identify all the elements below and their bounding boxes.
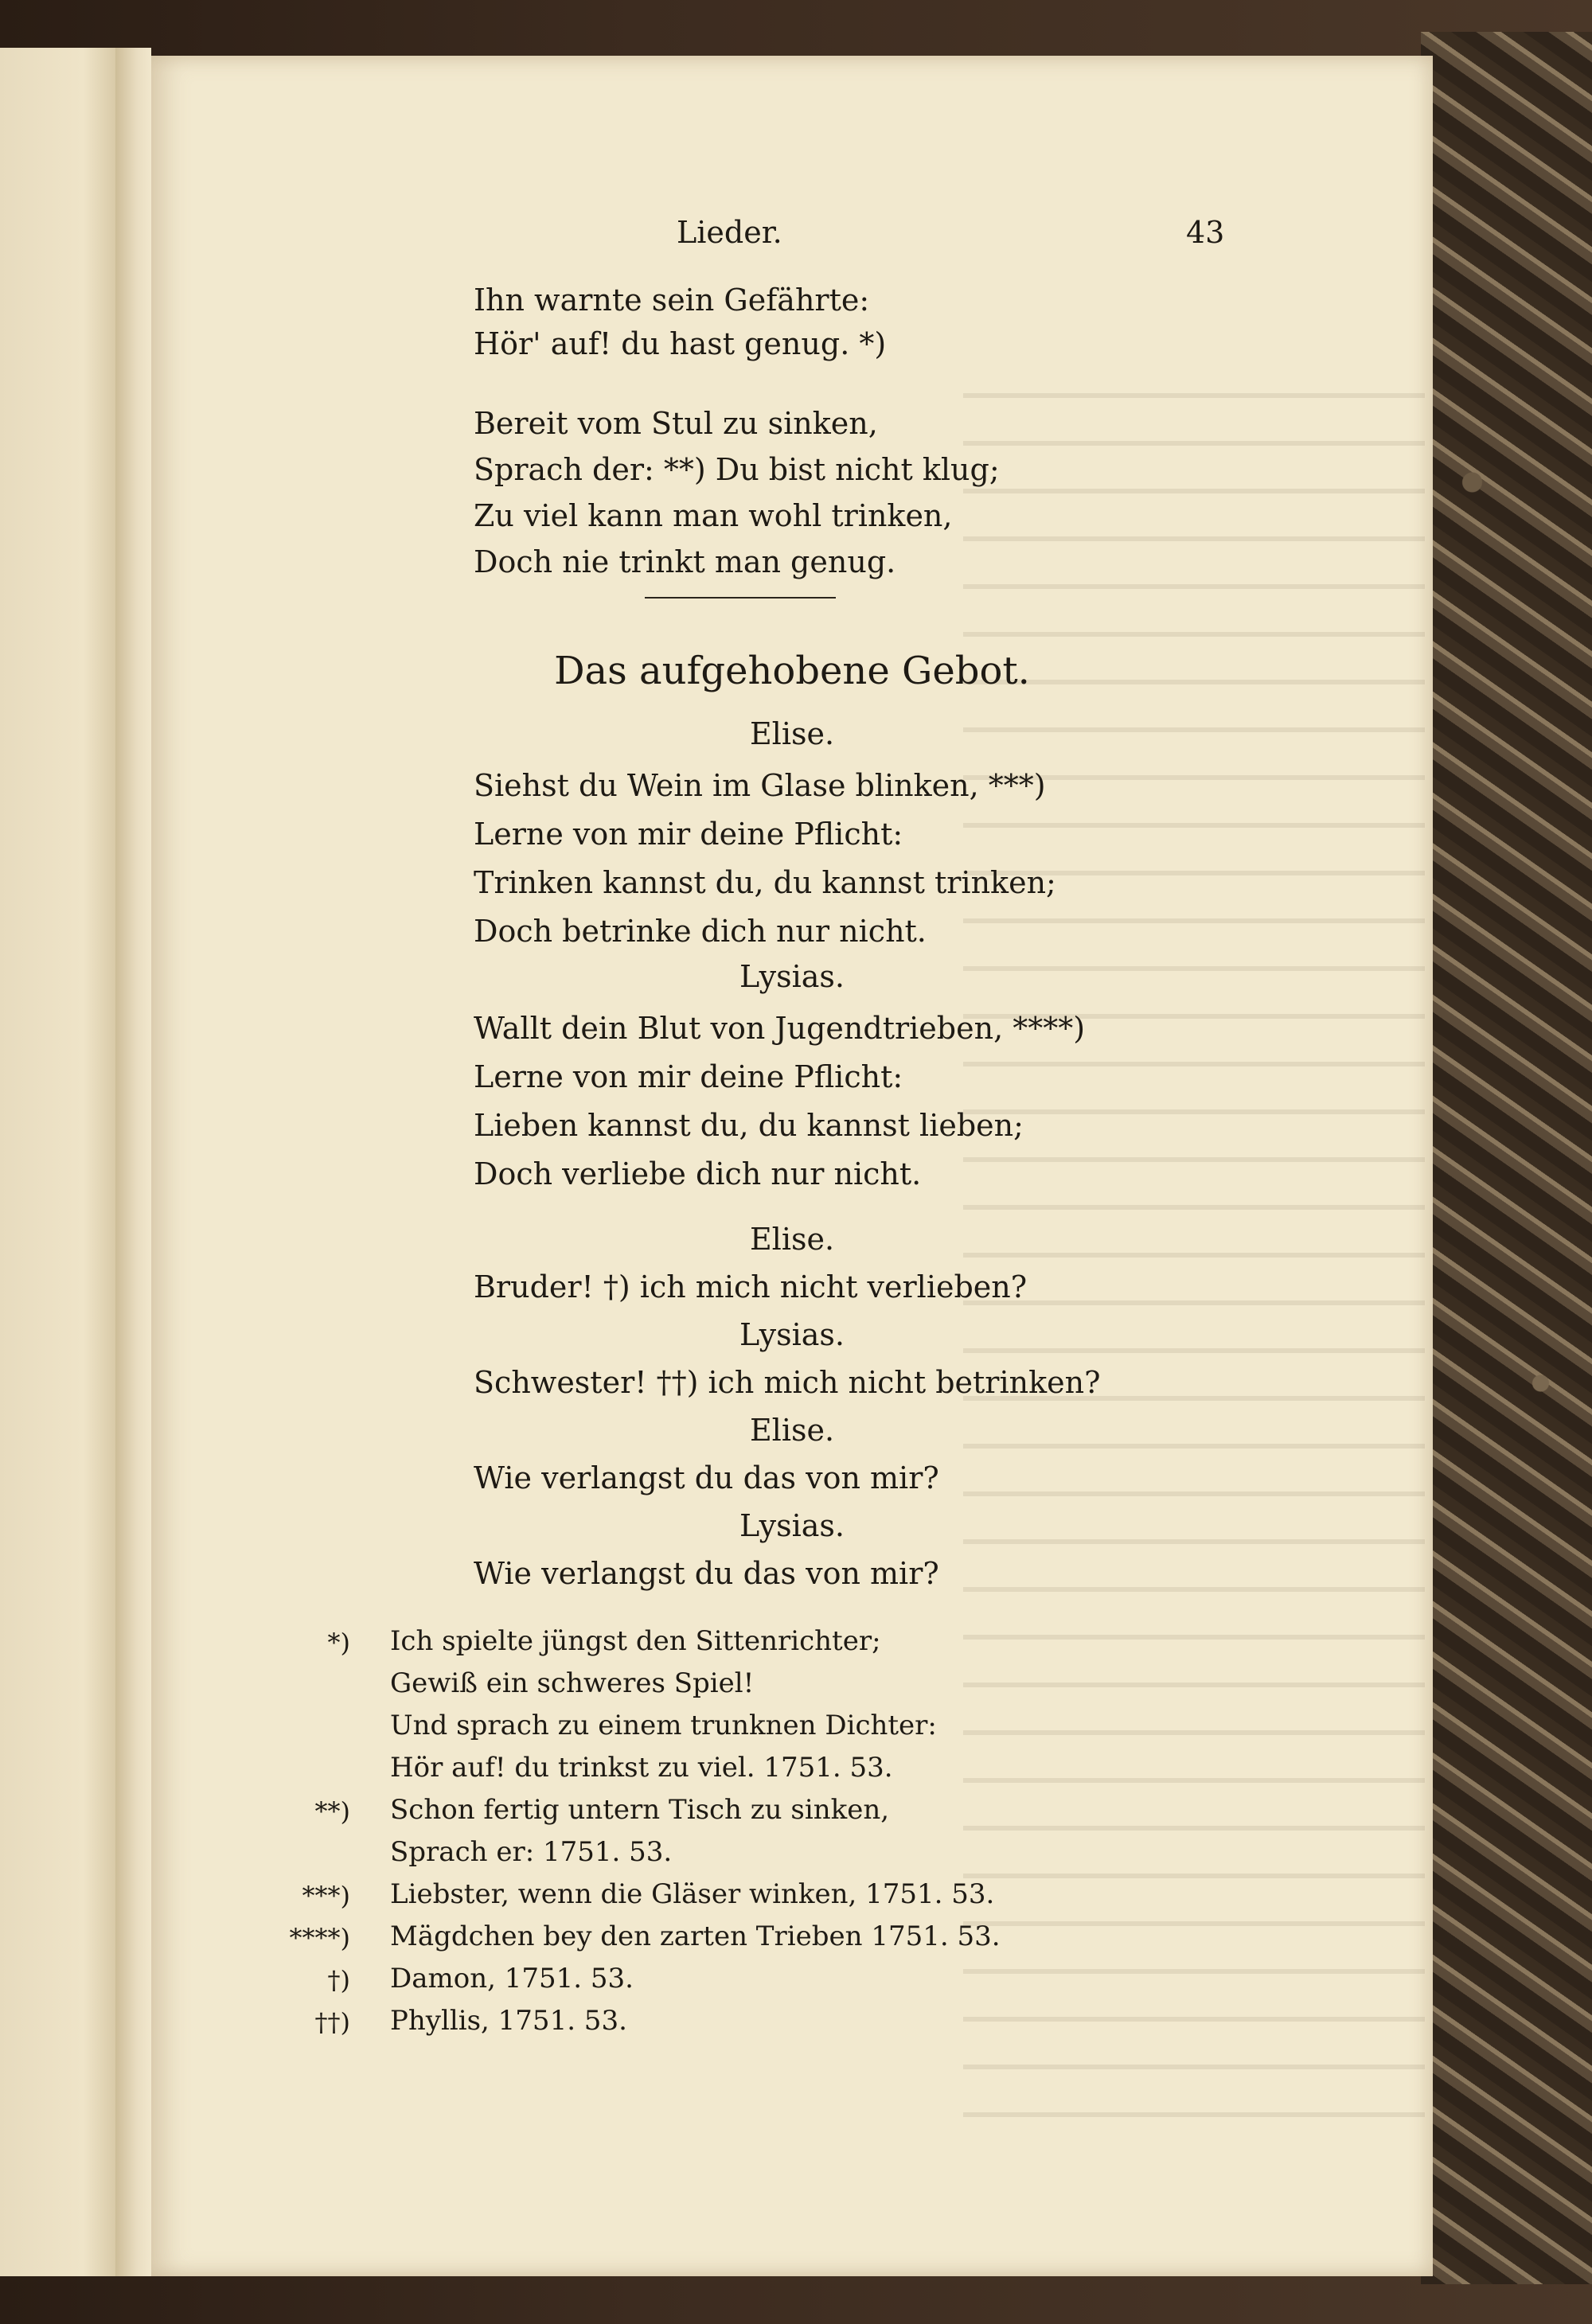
verse-line: Trinken kannst du, du kannst trinken; (474, 865, 1056, 900)
section-divider (645, 597, 836, 599)
marbled-cover (1421, 32, 1592, 2284)
footnote-line: Liebster, wenn die Gläser winken, 1751. 53. (390, 1878, 995, 1910)
verse-line: Hör' auf! du hast genug. *) (474, 326, 887, 361)
running-title: Lieder. (677, 215, 782, 250)
verse-line: Zu viel kann man wohl trinken, (474, 498, 953, 533)
verse-line: Lieben kannst du, du kannst lieben; (474, 1108, 1024, 1143)
verse-line: Siehst du Wein im Glase blinken, ***) (474, 768, 1046, 803)
speaker-name: Elise. (749, 1222, 835, 1257)
verse-line: Doch betrinke dich nur nicht. (474, 914, 927, 949)
book-page (151, 56, 1433, 2276)
footnote-line: Ich spielte jüngst den Sittenrichter; (390, 1625, 881, 1657)
footnote-line: Phyllis, 1751. 53. (390, 2005, 627, 2037)
footnote-mark: ****) (289, 1923, 350, 1953)
footnote-line: Mägdchen bey den zarten Trieben 1751. 53. (390, 1920, 1001, 1952)
verse-line: Doch nie trinkt man genug. (474, 544, 896, 579)
speaker-name: Lysias. (739, 1317, 845, 1352)
verse-line: Bruder! †) ich mich nicht verlieben? (474, 1269, 1028, 1304)
footnote-mark: †) (327, 1965, 350, 1995)
verse-line: Wallt dein Blut von Jugendtrieben, ****) (474, 1011, 1086, 1046)
footnote-line: Hör auf! du trinkst zu viel. 1751. 53. (390, 1752, 893, 1784)
verse-line: Bereit vom Stul zu sinken, (474, 406, 878, 441)
footnote-line: Schon fertig untern Tisch zu sinken, (390, 1794, 890, 1826)
footnote-line: Damon, 1751. 53. (390, 1963, 634, 1995)
verse-line: Schwester! ††) ich mich nicht betrinken? (474, 1365, 1101, 1400)
footnote-mark: *) (327, 1628, 350, 1658)
facing-page-edge (0, 48, 119, 2276)
verse-line: Wie verlangst du das von mir? (474, 1460, 939, 1495)
footnote-line: Gewiß ein schweres Spiel! (390, 1667, 755, 1699)
verse-line: Wie verlangst du das von mir? (474, 1556, 939, 1591)
verse-line: Sprach der: **) Du bist nicht klug; (474, 452, 1000, 487)
footnote-line: Und sprach zu einem trunknen Dichter: (390, 1710, 937, 1741)
footnote-mark: **) (314, 1796, 350, 1827)
speaker-name: Lysias. (739, 1508, 845, 1543)
footnote-mark: ***) (302, 1881, 350, 1911)
book-gutter (115, 48, 151, 2276)
verse-line: Doch verliebe dich nur nicht. (474, 1156, 922, 1191)
page-number: 43 (1186, 215, 1225, 250)
footnote-line: Sprach er: 1751. 53. (390, 1836, 673, 1868)
speaker-name: Elise. (749, 716, 835, 751)
footnote-mark: ††) (314, 2007, 350, 2037)
speaker-name: Elise. (749, 1413, 835, 1448)
verse-line: Lerne von mir deine Pflicht: (474, 817, 903, 852)
page-text (151, 56, 1433, 2276)
speaker-name: Lysias. (739, 959, 845, 994)
poem-title: Das aufgehobene Gebot. (554, 649, 1030, 693)
verse-line: Ihn warnte sein Gefährte: (474, 283, 870, 318)
verse-line: Lerne von mir deine Pflicht: (474, 1059, 903, 1094)
